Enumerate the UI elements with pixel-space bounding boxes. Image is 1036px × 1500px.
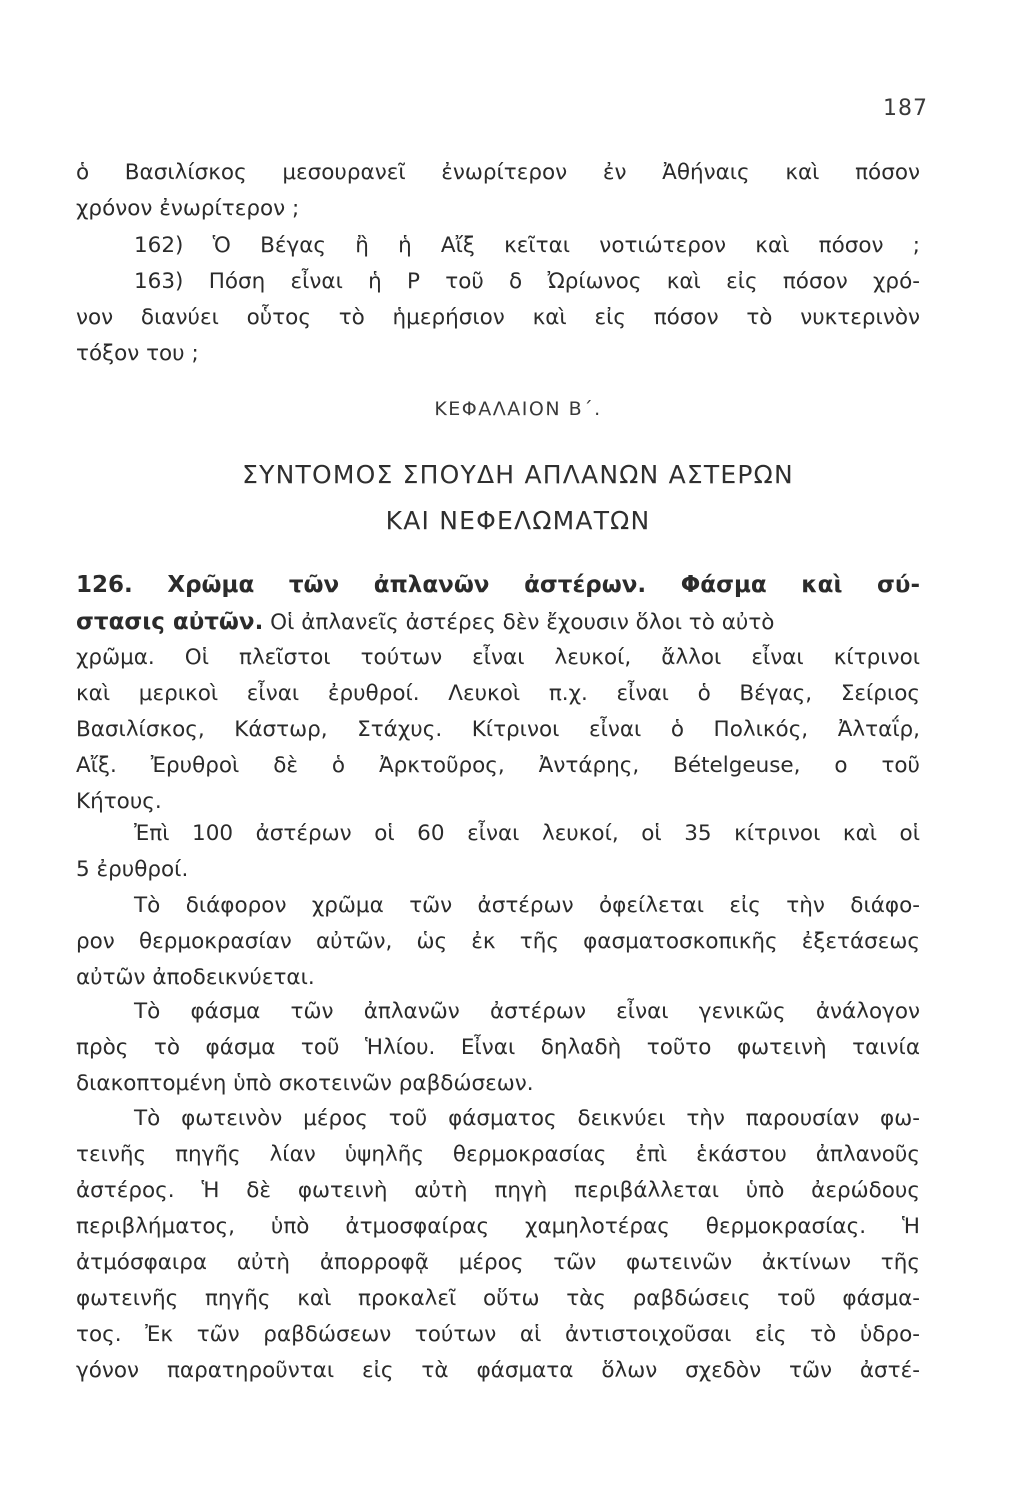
text-line: Τὸ διάφορον χρῶμα τῶν ἀστέρων ὀφείλεται εἰς τὴν διάφο-	[134, 893, 920, 918]
text-line: Τὸ φωτεινὸν μέρος τοῦ φάσματος δεικνύει τὴν παρουσίαν φω-	[134, 1106, 920, 1131]
chapter-title-line-1: ΣΥΝΤΟΜΟΣ ΣΠΟΥΔΗ ΑΠΛΑΝΩΝ ΑΣΤΕΡΩΝ	[242, 460, 794, 489]
text-line: ρον θερμοκρασίαν αὐτῶν, ὡς ἐκ τῆς φασματοσκοπικῆς ἐξετάσεως	[76, 929, 920, 954]
exercise-163: 163) Πόση εἶναι ἡ Ρ τοῦ δ Ὠρίωνος καὶ εἰς πόσον χρό-	[134, 269, 920, 294]
text-line: καὶ μερικοὶ εἶναι ἐρυθροί. Λευκοὶ π.χ. εἶναι ὁ Βέγας, Σείριος	[76, 681, 920, 706]
text-line: νον διανύει οὗτος τὸ ἡμερήσιον καὶ εἰς πόσον τὸ νυκτερινὸν	[76, 305, 920, 330]
section-heading-continuation	[76, 607, 774, 638]
text-line: Τὸ φάσμα τῶν ἀπλανῶν ἀστέρων εἶναι γενικῶς ἀνάλογον	[134, 999, 920, 1024]
chapter-label: ΚΕΦΑΛΑΙΟΝ Β΄.	[434, 398, 602, 420]
section-heading	[76, 570, 920, 600]
page-number: 187	[883, 96, 928, 121]
text-line: περιβλήματος, ὑπὸ ἀτμοσφαίρας χαμηλοτέρας θερμοκρασίας. Ἡ	[76, 1214, 920, 1239]
text-line: ἀτμόσφαιρα αὐτὴ ἀπορροφᾷ μέρος τῶν φωτεινῶν ἀκτίνων τῆς	[76, 1250, 920, 1275]
text-line: ὁ Βασιλίσκος μεσουρανεῖ ἐνωρίτερον ἐν Ἀθήναις καὶ πόσον	[76, 160, 920, 185]
text-line: Βασιλίσκος, Κάστωρ, Στάχυς. Κίτρινοι εἶναι ὁ Πολικός, Ἀλταΐρ,	[76, 717, 920, 742]
text-line: Αἴξ. Ἐρυθροὶ δὲ ὁ Ἀρκτοῦρος, Ἀντάρης, Bételgeuse, ο τοῦ	[76, 753, 920, 778]
chapter-title-line-2: ΚΑΙ ΝΕΦΕΛΩΜΑΤΩΝ	[385, 506, 651, 535]
text-line: 5 ἐρυθροί.	[76, 857, 189, 882]
text-line: διακοπτομένη ὑπὸ σκοτεινῶν ραβδώσεων.	[76, 1071, 534, 1096]
text-line: φωτεινῆς πηγῆς καὶ προκαλεῖ οὕτω τὰς ραβδώσεις τοῦ φάσμα-	[76, 1286, 920, 1311]
section-heading-text: Χρῶμα τῶν ἀπλανῶν ἀστέρων. Φάσμα καὶ σύ-	[167, 572, 920, 598]
text-line: χρόνον ἐνωρίτερον ;	[76, 196, 300, 221]
text-line: τος. Ἐκ τῶν ραβδώσεων τούτων αἱ ἀντιστοιχοῦσαι εἰς τὸ ὑδρο-	[76, 1322, 920, 1347]
text-line: αὐτῶν ἀποδεικνύεται.	[76, 965, 315, 990]
text-line: Κήτους.	[76, 789, 162, 814]
text-line: Ἐπὶ 100 ἀστέρων οἱ 60 εἶναι λευκοί, οἱ 35 κίτρινοι καὶ οἱ	[134, 821, 920, 846]
section-number: 126.	[76, 572, 133, 598]
section-heading-text-2: στασις αὐτῶν.	[76, 609, 264, 635]
exercise-162: 162) Ὁ Βέγας ἢ ἡ Αἴξ κεῖται νοτιώτερον καὶ πόσον ;	[134, 233, 920, 258]
text-line: γόνον παρατηροῦνται εἰς τὰ φάσματα ὅλων σχεδὸν τῶν ἀστέ-	[76, 1358, 920, 1383]
text-line: πρὸς τὸ φάσμα τοῦ Ἡλίου. Εἶναι δηλαδὴ τοῦτο φωτεινὴ ταινία	[76, 1035, 920, 1060]
text-line: ἀστέρος. Ἡ δὲ φωτεινὴ αὐτὴ πηγὴ περιβάλλεται ὑπὸ ἀερώδους	[76, 1178, 920, 1203]
text-line: χρῶμα. Οἱ πλεῖστοι τούτων εἶναι λευκοί, ἄλλοι εἶναι κίτρινοι	[76, 645, 920, 670]
text-line: τόξον του ;	[76, 341, 199, 366]
text-line: τεινῆς πηγῆς λίαν ὑψηλῆς θερμοκρασίας ἐπὶ ἑκάστου ἀπλανοῦς	[76, 1142, 920, 1167]
section-body-start: Οἱ ἀπλανεῖς ἀστέρες δὲν ἔχουσιν ὅλοι τὸ αὐτὸ	[270, 610, 775, 635]
